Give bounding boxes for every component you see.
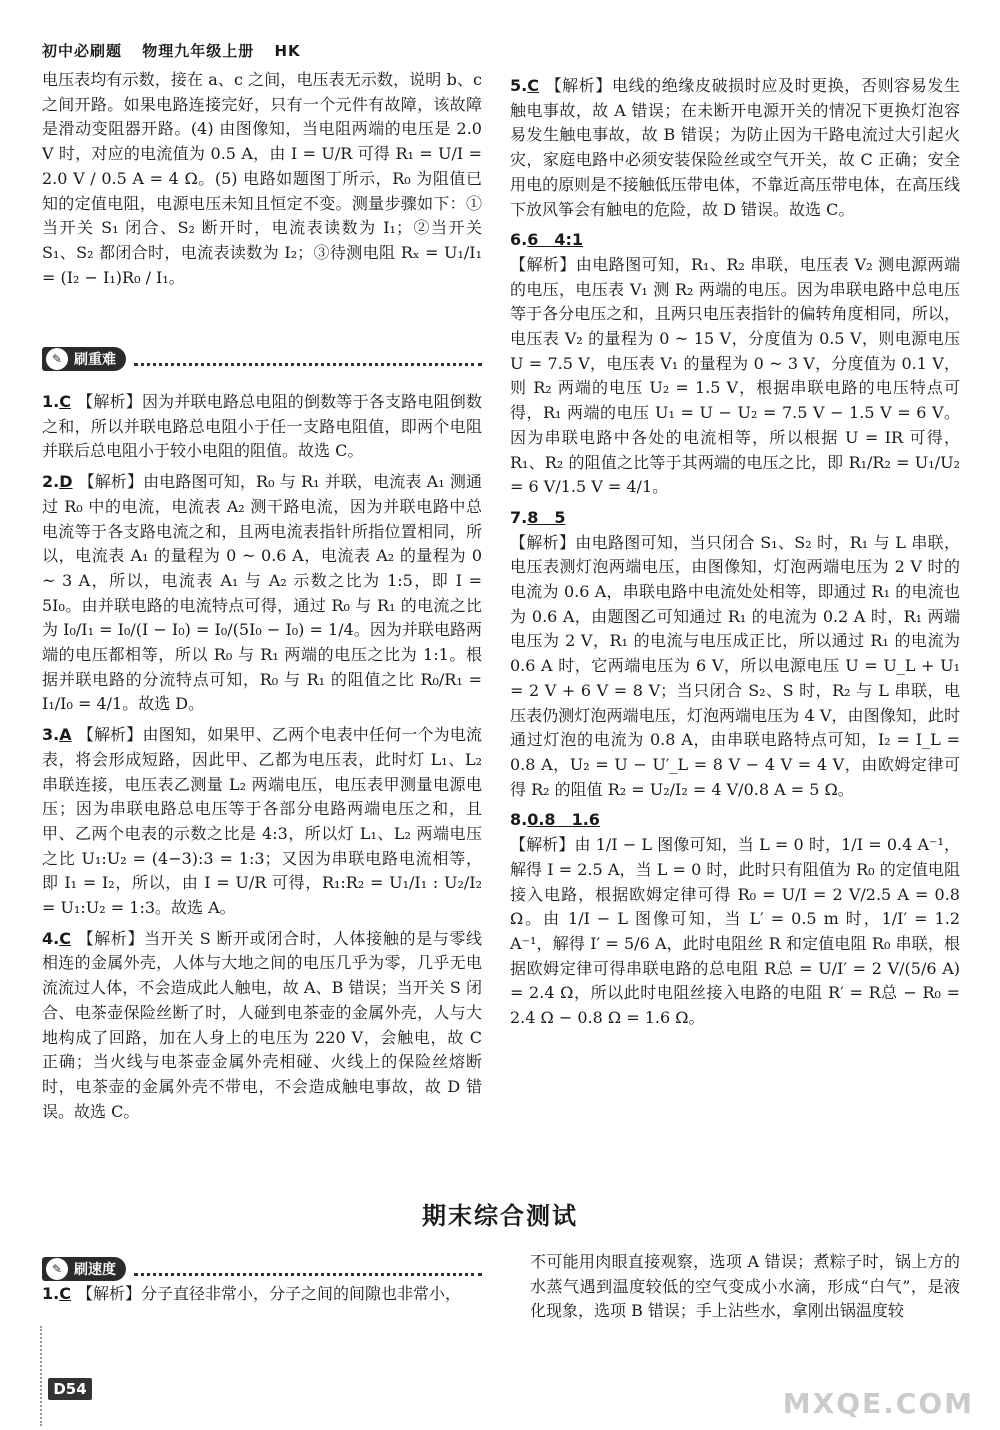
item-number: 7. — [510, 507, 528, 527]
item-explanation: 【解析】电线的绝缘皮破损时应及时更换，否则容易发生触电事故，故 A 错误；在未断开电源开关的情况下更换灯泡容易发生触电事故，故 B 错误；为防止因为干路电流过大引起火灾，家庭电路中必须安装保险丝或空气开关，故 C 正确；安全用电的原则是不接触低压带电体，不靠近高压带电体，在高压线下放风筝会有触电的危险，故 D 错误。故选 C。 — [510, 76, 960, 219]
page-number: D54 — [48, 1378, 92, 1400]
item-answer: C — [59, 928, 71, 948]
section-badge-label: 刷重难 — [74, 352, 116, 368]
item-answer: C — [59, 392, 71, 411]
answer-item — [42, 723, 482, 921]
dotted-divider — [134, 353, 482, 366]
item-answer: 0.8 1.6 — [527, 810, 600, 830]
pen-icon: ✎ — [46, 348, 68, 370]
right-column-top — [510, 68, 960, 1031]
watermark: MXQE.COM — [782, 1387, 974, 1420]
continuation-paragraph: 电压表均有示数，接在 a、c 之间，电压表无示数，说明 b、c 之间开路。如果电路连接完好，只有一个元件有故障，该故障是滑动变阻器开路。(4) 由图像知，当电阻两端的电压是 2.0 V 时，对应的电流值为 0.5 A，由 I = U/R 可得 R₁ = U/I = 2.0 V / 0.5 A = 4 Ω。(5) 电路如题图丁所示，R₀ 为阻值已知的定值电阻，电源电压未知且恒定不变。测量步骤如下：①当开关 S₁ 闭合、S₂ 断开时，电流表读数为 I₁；②当开关 S₁、S₂ 都闭合时，电流表读数为 I₂；③待测电阻 Rₓ = U₁/I₁ = (I₂ − I₁)R₀ / I₁。 — [42, 70, 482, 287]
right-column-bottom — [530, 1250, 960, 1324]
item-number: 5. — [510, 76, 528, 95]
item-explanation: 【解析】分子直径非常小，分子之间的间隙也非常小， — [76, 1284, 461, 1303]
book-subject: 物理九年级上册 — [142, 42, 255, 60]
section-badge-label: 刷速度 — [74, 1262, 116, 1278]
pen-icon: ✎ — [46, 1258, 68, 1280]
left-column-bottom — [42, 1282, 482, 1307]
item-answer: C — [527, 76, 539, 95]
item-answer: 6 4:1 — [527, 230, 584, 250]
item-number: 4. — [42, 928, 60, 948]
answer-item — [42, 927, 482, 1125]
item-answer: D — [59, 472, 73, 492]
section-bar-hard — [42, 347, 482, 371]
book-edition: HK — [274, 42, 301, 60]
item-number: 8. — [510, 810, 528, 830]
page-header — [42, 40, 502, 62]
hard-questions — [42, 384, 482, 1124]
answer-item — [42, 470, 482, 717]
item-explanation: 【解析】由电路图可知，当只闭合 S₁、S₂ 时，R₁ 与 L 串联，电压表测灯泡两端电压，由图像知，灯泡两端电压为 2 V 时的电流为 0.6 A，串联电路中电流处处相等，即通过 R₁ 的电流也为 0.6 A，由题图乙可知通过 R₁ 的电流为 0.2 A 时，R₁ 两端电压为 2 V，R₁ 的电流与电压成正比，所以通过 R₁ 的电流为 0.6 A 时，它两端电压为 6 V，所以电源电压 U = U_L + U₁ = 2 V + 6 V = 8 V；当只闭合 S₂、S 时，R₂ 与 L 串联，电压表仍测灯泡两端电压，灯泡两端电压为 4 V，由图像知，此时通过灯泡的电流为 0.8 A，由串联电路特点可知，I₂ = I_L = 0.8 A，U₂ = U − U′_L = 8 V − 4 V = 4 V，由欧姆定律可得 R₂ 的阻值 R₂ = U₂/I₂ = 4 V/0.8 A = 5 Ω。 — [510, 532, 960, 799]
item-number: 6. — [510, 230, 528, 250]
section-badge — [42, 1257, 126, 1281]
answer-item — [510, 228, 960, 500]
item-answer: A — [59, 725, 72, 745]
answer-item — [510, 74, 960, 222]
continuation-paragraph: 不可能用肉眼直接观察，选项 A 错误；煮粽子时，锅上方的水蒸气遇到温度较低的空气变成小水滴，形成“白气”，是液化现象，选项 B 错误；手上沾些水，拿刚出锅温度较 — [530, 1252, 960, 1321]
section-badge — [42, 347, 126, 371]
margin-dotted-line — [40, 1326, 42, 1426]
answer-item — [42, 390, 482, 464]
item-explanation: 【解析】由图知，如果甲、乙两个电表中任何一个为电流表，将会形成短路，因此甲、乙都为电压表，此时灯 L₁、L₂ 串联连接，电压表乙测量 L₂ 两端电压，电压表甲测量电源电压；因为串联电路总电压等于各部分电路两端电压之和，且甲、乙两个电表的示数之比是 4:3，所以灯 L₁、L₂ 两端电压之比 U₁:U₂ = (4−3):3 = 1:3；又因为串联电路电流相等，即 I₁ = I₂，所以，由 I = U/R 可得，R₁:R₂ = U₁/I₁ : U₂/I₂ = U₁:U₂ = 1:3。故选 A。 — [42, 725, 482, 918]
item-explanation: 【解析】由电路图可知，R₁、R₂ 串联，电压表 V₂ 测电源两端的电压，电压表 V₁ 测 R₂ 两端的电压。因为串联电路中总电压等于各分电压之和，且两只电压表指针的偏转角度相同，所以，电压表 V₂ 的量程为 0 ~ 15 V，分度值为 0.5 V，则电源电压 U = 7.5 V，电压表 V₁ 的量程为 0 ~ 3 V，分度值为 0.1 V，则 R₂ 两端的电压 U₂ = 1.5 V，根据串联电路的电压特点可得，R₁ 两端的电压 U₁ = U − U₂ = 7.5 V − 1.5 V = 6 V。因为串联电路中各处的电流相等，所以根据 U = IR 可得，R₁、R₂ 的阻值之比等于其两端的电压之比，即 R₁/R₂ = U₁/U₂ = 6 V/1.5 V = 4/1。 — [510, 254, 960, 497]
item-explanation: 【解析】当开关 S 断开或闭合时，人体接触的是与零线相连的金属外壳，人体与大地之间的电压几乎为零，几乎无电流流过人体，不会造成此人触电，故 A、B 错误；当开关 S 闭合、电茶壶保险丝断了时，人碰到电茶壶的金属外壳，人与大地构成了回路，加在人身上的电压为 220 V，会触电，故 C 正确；当火线与电茶壶金属外壳相碰、火线上的保险丝熔断时，电茶壶的金属外壳不带电，不会造成触电事故，故 D 错误。故选 C。 — [42, 928, 482, 1121]
dotted-divider — [134, 1263, 482, 1276]
answer-item — [510, 506, 960, 802]
item-explanation: 【解析】因为并联电路总电阻的倒数等于各支路电阻倒数之和，所以并联电路总电阻小于任一支路电阻值，即两个电阻并联后总电阻小于较小电阻的阻值。故选 C。 — [42, 392, 482, 461]
book-series: 初中必刷题 — [42, 42, 123, 60]
item-explanation: 【解析】由电路图可知，R₀ 与 R₁ 并联，电流表 A₁ 测通过 R₀ 中的电流，电流表 A₂ 测干路电流，因为并联电路中总电流等于各支路电流之和，且两电流表指针所指位置相同，所以，电流表 A₁ 的量程为 0 ~ 0.6 A，电流表 A₂ 的量程为 0 ~ 3 A，所以，电流表 A₁ 与 A₂ 示数之比为 1:5，即 I = 5I₀。由并联电路的电流特点可得，通过 R₀ 与 R₁ 的电流之比为 I₀/I₁ = I₀/(I − I₀) = I₀/(5I₀ − I₀) = 1/4。因为并联电路两端的电压都相等，所以 R₀ 与 R₁ 两端的电压之比为 1:1。根据并联电路的分流特点可知，R₀ 与 R₁ 的阻值之比 R₀/R₁ = I₁/I₀ = 4/1。故选 D。 — [42, 472, 482, 714]
item-number: 2. — [42, 472, 60, 492]
section-bar-speed — [42, 1257, 482, 1281]
item-number: 1. — [42, 1284, 60, 1303]
left-column-top — [42, 68, 482, 290]
section-title: 期末综合测试 — [422, 1202, 578, 1230]
item-number: 1. — [42, 392, 60, 411]
item-explanation: 【解析】由 1/I − L 图像可知，当 L = 0 时，1/I = 0.4 A⁻¹，解得 I = 2.5 A，当 L = 0 时，此时只有阻值为 R₀ 的定值电阻接入电路，根据欧姆定律可得 R₀ = U/I = 2 V/2.5 A = 0.8 Ω。由 1/I − L 图像可知，当 L′ = 0.5 m 时，1/I′ = 1.2 A⁻¹，解得 I′ = 5/6 A，此时电阻丝 R 和定值电阻 R₀ 串联，根据欧姆定律可得串联电路的总电阻 R总 = U/I′ = 2 V/(5/6 A) = 2.4 Ω，所以此时电阻丝接入电路的电阻 R′ = R总 − R₀ = 2.4 Ω − 0.8 Ω = 1.6 Ω。 — [510, 835, 960, 1028]
item-number: 3. — [42, 725, 60, 745]
answer-item — [42, 1282, 482, 1307]
item-answer: 8 5 — [527, 507, 566, 527]
answer-item — [510, 808, 960, 1030]
item-answer: C — [59, 1284, 71, 1303]
